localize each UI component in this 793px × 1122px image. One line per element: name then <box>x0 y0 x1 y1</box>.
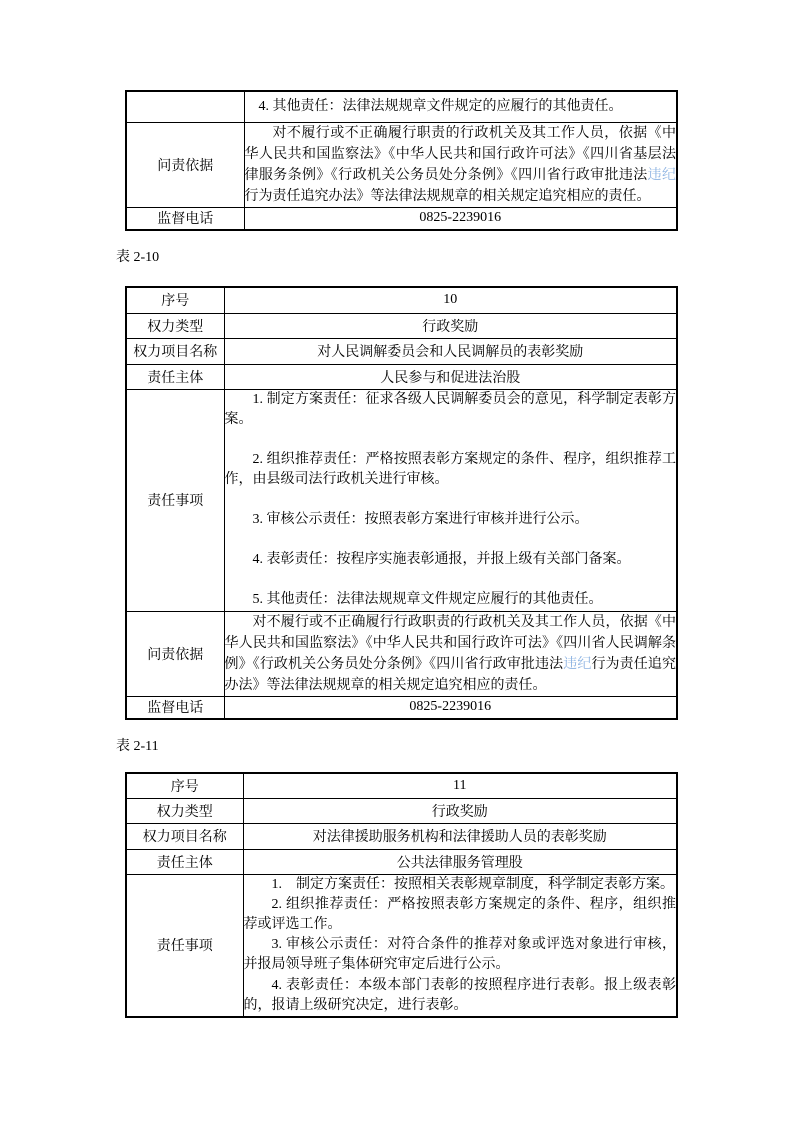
caption-2-10: 表 2-10 <box>116 250 160 265</box>
table-row <box>126 874 677 1017</box>
highlighted-violation-text: 违纪 <box>647 167 677 183</box>
row-label-responsible-body: 责任主体 <box>126 364 224 389</box>
table-row <box>126 849 677 874</box>
cell-supervision-phone: 0825-2239016 <box>224 696 677 719</box>
table-2-10 <box>125 286 678 720</box>
accountability-text: 行为责任追究办法》等法律法规规章的相关规定追究相应的责任。 <box>224 656 676 693</box>
cell-supervision-phone: 0825-2239016 <box>244 207 677 230</box>
table-row <box>126 207 677 230</box>
duty-item: 3. 审核公示责任：按照表彰方案进行审核并进行公示。 <box>252 512 589 527</box>
table-2-11 <box>125 772 678 1018</box>
duty-item: 5. 其他责任：法律法规规章文件规定应履行的其他责任。 <box>252 592 603 607</box>
row-label-accountability-basis: 问责依据 <box>126 611 224 696</box>
cell-duty-items <box>243 874 677 1017</box>
duty-item: 2. 组织推荐责任：严格按照表彰方案规定的条件、程序，组织推荐工作，由县级司法行政机关进行审核。 <box>224 452 676 487</box>
cell-duty-items <box>224 389 677 611</box>
table-row <box>126 122 677 207</box>
table-row <box>126 364 677 389</box>
table-row <box>126 338 677 364</box>
row-label-responsible-body: 责任主体 <box>126 849 243 874</box>
duty-item: 4. 其他责任：法律法规规章文件规定的应履行的其他责任。 <box>258 99 623 115</box>
cell-responsible-body: 公共法律服务管理股 <box>243 849 677 874</box>
row-label-power-type: 权力类型 <box>126 313 224 338</box>
table-continuation <box>125 90 678 231</box>
cell-accountability-basis <box>244 122 677 207</box>
accountability-text: 对不履行或不正确履行职责的行政机关及其工作人员，依据《中华人民共和国监察法》《中华人民共和国行政许可法》《四川省基层法律服务条例》《行政机关公务员处分条例》《四川省行政审批违法 <box>244 125 676 183</box>
duty-item: 2. 组织推荐责任：严格按照表彰方案规定的条件、程序，组织推荐或评选工作。 <box>243 896 676 932</box>
duty-item: 3. 审核公示责任：对符合条件的推荐对象或评选对象进行审核，并报局领导班子集体研究审定后进行公示。 <box>243 937 676 973</box>
row-label-supervision-phone: 监督电话 <box>126 207 244 230</box>
table-row <box>126 696 677 719</box>
cell-power-type: 行政奖励 <box>224 313 677 338</box>
cell-accountability-basis <box>224 611 677 696</box>
row-label-serial: 序号 <box>126 773 243 798</box>
row-label-power-item: 权力项目名称 <box>126 823 243 849</box>
cell-serial: 10 <box>224 287 677 313</box>
row-label-accountability-basis: 问责依据 <box>126 122 244 207</box>
row-label-power-item: 权力项目名称 <box>126 338 224 364</box>
accountability-text: 行为责任追究办法》等法律法规规章的相关规定追究相应的责任。 <box>244 188 651 204</box>
table-row <box>126 313 677 338</box>
row-label-duty-items: 责任事项 <box>126 389 224 611</box>
duty-item: 1. 制定方案责任：征求各级人民调解委员会的意见，科学制定表彰方案。 <box>224 392 676 427</box>
cell-power-item: 对人民调解委员会和人民调解员的表彰奖励 <box>224 338 677 364</box>
table-row <box>126 389 677 611</box>
duty-item: 4. 表彰责任：本级本部门表彰的按照程序进行表彰。报上级表彰的，报请上级研究决定，进行表彰。 <box>243 977 676 1013</box>
cell-power-item: 对法律援助服务机构和法律援助人员的表彰奖励 <box>243 823 677 849</box>
row-label-duty-items: 责任事项 <box>126 874 243 1017</box>
table-row <box>126 823 677 849</box>
table-row <box>126 773 677 798</box>
caption-2-11: 表 2-11 <box>116 739 159 754</box>
cell-power-type: 行政奖励 <box>243 798 677 823</box>
accountability-text: 对不履行或不正确履行行政职责的行政机关及其工作人员，依据《中华人民共和国监察法》《中华人民共和国行政许可法》《四川省人民调解条例》《行政机关公务员处分条例》《四川省行政审批违法 <box>224 614 676 672</box>
row-label-supervision-phone: 监督电话 <box>126 696 224 719</box>
empty-label-cell <box>126 91 244 122</box>
duty-item: 4. 表彰责任：按程序实施表彰通报，并报上级有关部门备案。 <box>252 552 631 567</box>
cell-responsible-body: 人民参与和促进法治股 <box>224 364 677 389</box>
cell-other-duty <box>244 91 677 122</box>
table-row <box>126 611 677 696</box>
table-row <box>126 91 677 122</box>
cell-serial: 11 <box>243 773 677 798</box>
highlighted-violation-text: 违纪 <box>563 656 592 672</box>
table-row <box>126 798 677 823</box>
table-row <box>126 287 677 313</box>
row-label-power-type: 权力类型 <box>126 798 243 823</box>
row-label-serial: 序号 <box>126 287 224 313</box>
duty-item: 1. 制定方案责任：按照相关表彰规章制度，科学制定表彰方案。 <box>271 876 674 892</box>
